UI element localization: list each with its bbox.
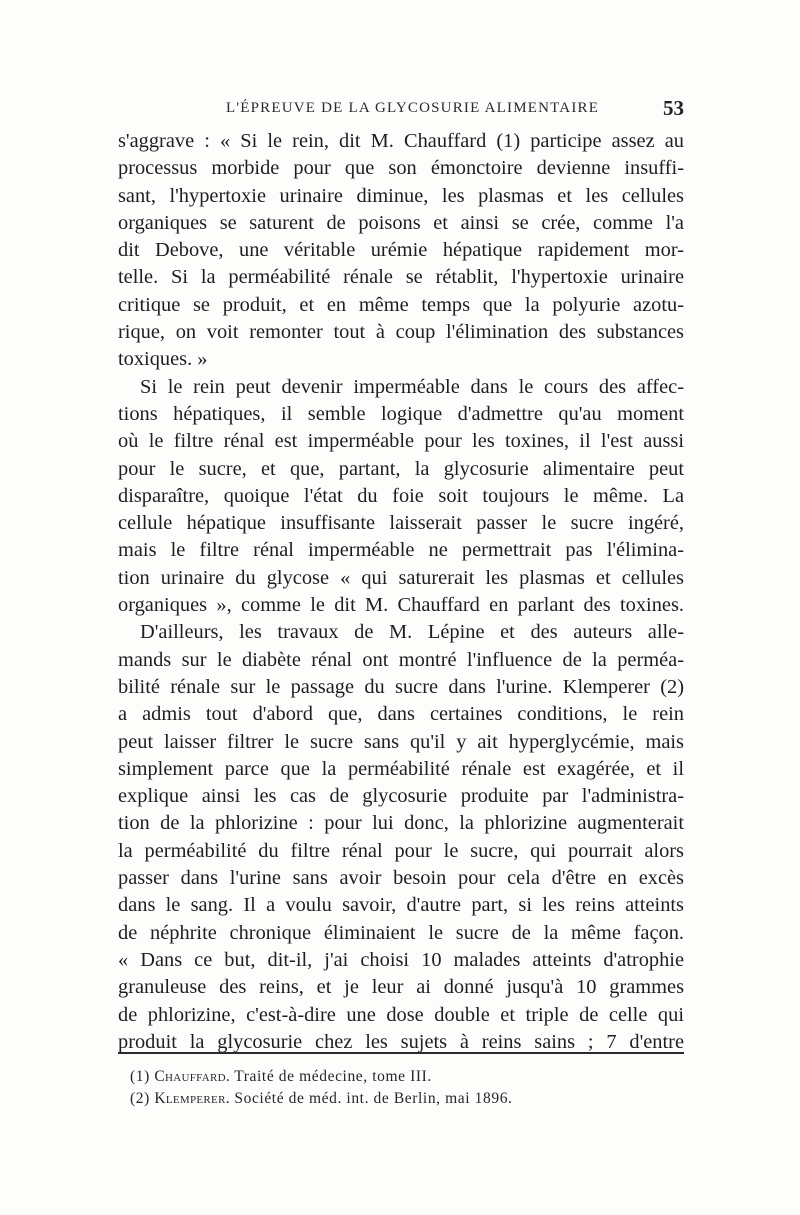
- footnote-text: Traité de médecine, tome III.: [234, 1068, 432, 1085]
- text-line: pour le sucre, et que, partant, la glycosurie alimentaire peut: [118, 457, 684, 480]
- text-line: a admis tout d'abord que, dans certaines conditions, le rein: [118, 703, 684, 726]
- text-line: telle. Si la perméabilité rénale se rétablit, l'hypertoxie urinaire: [118, 266, 684, 289]
- text-line: tions hépatiques, il semble logique d'admettre qu'au moment: [118, 402, 684, 425]
- text-line: s'aggrave : « Si le rein, dit M. Chauffard (1) participe assez au: [118, 130, 684, 152]
- footnote-1: [130, 1066, 690, 1088]
- text-line: de néphrite chronique éliminaient le sucre de la même façon.: [118, 921, 684, 944]
- text-line: organiques », comme le dit M. Chauffard en parlant des toxines.: [118, 594, 684, 617]
- text-line: mands sur le diabète rénal ont montré l'influence de la perméa-: [118, 648, 684, 671]
- text-line: produit la glycosurie chez les sujets à reins sains ; 7 d'entre: [118, 1030, 684, 1053]
- text-line: peut laisser filtrer le sucre sans qu'il y ait hyperglycémie, mais: [118, 730, 684, 753]
- footnote-marker: (1): [130, 1068, 150, 1085]
- text-line: toxiques. »: [118, 348, 208, 371]
- text-line: rique, on voit remonter tout à coup l'élimination des substances: [118, 321, 684, 344]
- text-line: dans le sang. Il a voulu savoir, d'autre part, si les reins atteints: [118, 894, 684, 917]
- text-line: explique ainsi les cas de glycosurie produite par l'administra-: [118, 785, 684, 808]
- footnote-marker: (2): [130, 1090, 150, 1107]
- footnotes: [130, 1066, 690, 1110]
- text-line: tion de la phlorizine : pour lui donc, la phlorizine augmenterait: [118, 812, 684, 835]
- page-number: 53: [663, 96, 684, 120]
- text-line: tion urinaire du glycose « qui saturerait les plasmas et cellules: [118, 566, 684, 589]
- text-line: dit Debove, une véritable urémie hépatique rapidement mor-: [118, 239, 684, 262]
- text-line: sant, l'hypertoxie urinaire diminue, les plasmas et les cellules: [118, 184, 684, 207]
- text-line: cellule hépatique insuffisante laisserait passer le sucre ingéré,: [118, 512, 684, 535]
- footnote-2: [130, 1088, 690, 1110]
- text-line: la perméabilité du filtre rénal pour le sucre, qui pourrait alors: [118, 839, 684, 862]
- text-line: simplement parce que la perméabilité rénale est exagérée, et il: [118, 757, 684, 780]
- text-line: processus morbide pour que son émonctoire devienne insuffi-: [118, 157, 684, 180]
- text-line: Si le rein peut devenir imperméable dans le cours des affec-: [140, 375, 684, 398]
- text-line: « Dans ce but, dit-il, j'ai choisi 10 malades atteints d'atrophie: [118, 948, 684, 971]
- text-line: passer dans l'urine sans avoir besoin pour cela d'être en excès: [118, 867, 684, 890]
- text-line: critique se produit, et en même temps que la polyurie azotu-: [118, 293, 684, 316]
- text-line: de phlorizine, c'est-à-dire une dose double et triple de celle qui: [118, 1003, 684, 1026]
- page-header: [118, 96, 684, 126]
- running-head: L'ÉPREUVE DE LA GLYCOSURIE ALIMENTAIRE: [226, 100, 600, 116]
- footnote-author: Klemperer.: [154, 1090, 230, 1107]
- text-line: bilité rénale sur le passage du sucre dans l'urine. Klemperer (2): [118, 675, 684, 698]
- text-line: organiques se saturent de poisons et ainsi se crée, comme l'a: [118, 211, 684, 234]
- footnote-author: Chauffard.: [154, 1068, 231, 1085]
- body-text: [118, 128, 684, 1056]
- text-line: disparaître, quoique l'état du foie soit toujours le même. La: [118, 484, 684, 507]
- text-line: mais le filtre rénal imperméable ne permettrait pas l'élimina-: [118, 539, 684, 562]
- text-line: où le filtre rénal est imperméable pour les toxines, il l'est aussi: [118, 430, 684, 453]
- footnote-text: Société de méd. int. de Berlin, mai 1896.: [234, 1090, 513, 1107]
- text-line: granuleuse des reins, et je leur ai donné jusqu'à 10 grammes: [118, 976, 684, 999]
- text-line: D'ailleurs, les travaux de M. Lépine et des auteurs alle-: [140, 621, 684, 644]
- footnote-divider: [118, 1052, 684, 1054]
